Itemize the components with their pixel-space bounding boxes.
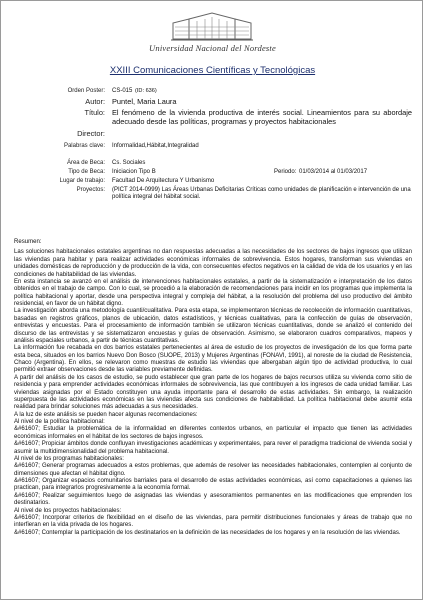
orden-poster-value: CS-015 [112, 88, 133, 94]
abstract-subheading: Al nivel de los programas habitacionales: [14, 455, 124, 462]
title-value: El fenómeno de la vivienda productiva de interés social. Lineamientos para su abordaje adecuado desde las políticas, programas y proyectos habitacionales [112, 108, 412, 127]
abstract-body [14, 239, 412, 537]
period-value: 01/03/2014 al 01/03/2017 [299, 169, 368, 175]
abstract-bullet: &#61607; Generar programas adecuados a estos problemas, que además de resolver las necesidades habitacionales, contemplen al conjunto de dimensiones que afectan el hábitat digno. [14, 463, 412, 477]
conference-title: XXIII Comunicaciones Científicas y Tecnológicas [109, 65, 316, 76]
abstract-bullet: &#61607; Incorporar criterios de flexibilidad en el diseño de las viviendas, para permitir distribuciones funcionales y áreas de trabajo que no interfieran en la vida privada de los hogares. [14, 514, 412, 529]
abstract-bullet: &#61607; Estudiar la problemática de la informalidad en diferentes contextos urbanos, en particular el impacto que tienen las actividades económicas informales en el hábitat de los sectores de bajos ingresos. [14, 426, 412, 440]
keywords-label: Palabras clave: [63, 143, 105, 149]
abstract-subheading: Al nivel de los proyectos habitacionales: [14, 507, 122, 514]
abstract-paragraph: En esta instancia se avanzó en el análisis de intervenciones habitacionales estatales, a partir de la sistematización e interpretación de los datos obtenidos en el trabajo de campo. Con lo cual, se procedió a la elaboración de recomendaciones para incidir en los programas que implementa la política habitacional y aportar, desde una perspectiva integral y compleja del hábitat, a la resolución del problema del uso productivo del ámbito residencial, en favor de un hábitat digno. [14, 278, 412, 307]
abstract-paragraph: La información fue recabada en dos barrios estatales pertenecientes al área de estudio de los proyectos de investigación de los que forma parte esta beca, situados en los barrios Nuevo Don Bosco (SUOPE, 2013) y Mujeres Argentinas (FONAVI, 1991), al noreste de la ciudad de Resistencia, Chaco (Argentina). En ellos, se relevaron como muestras de estudio las viviendas que albergaban algún tipo de actividad productiva, lo cual permitió extraer observaciones desde las variables previamente definidas. [14, 345, 412, 374]
orden-poster-label: Orden Poster: [67, 88, 105, 94]
abstract-bullet: &#61607; Organizar espacios comunitarios barriales para el desarrollo de estas actividades económicas, así como capacitaciones a quienes las practican, para integrarlos progresivamente a la economía formal. [14, 478, 412, 492]
abstract-paragraph: Las soluciones habitacionales estatales argentinas no dan respuestas adecuadas a las necesidades de los sectores de bajos ingresos que utilizan las viviendas para habitar y para realizar actividades económicas informales de sobrevivencia. Estos hogares, transforman sus viviendas en unidades domésticas de reproducción y de producción de la vida, con consecuentes efectos negativos en la calidad de vida de los usuarios y en las condiciones de habitabilidad de las viviendas. [14, 249, 412, 278]
abstract-paragraph: La investigación aborda una metodología cuanti/cualitativa. Para esta etapa, se implementaron técnicas de recolección de información cuantitativas, basadas en registros gráficos, planos de ubicación, datos estadísticos, y técnicas cualitativas, para la confección de guías de observación, entrevistas y encuestas. Para el procesamiento de información también se utilizaron técnicas cuantitativas, donde se analizó el contenido del discurso de las entrevistas y se sistematizaron encuestas y guías de observación. Asimismo, se elaboraron cuadros comparativos, mapeos y análisis espaciales urbanos, a partir de técnicas cuantitativas. [14, 308, 412, 344]
author-value: Puntel, Maria Laura [112, 97, 177, 106]
university-logo [169, 9, 255, 43]
workplace-value: Facultad De Arquitectura Y Urbanismo [112, 178, 215, 184]
director-label: Director: [77, 129, 105, 138]
abstract-bullet: &#61607; Propiciar ámbitos donde confluyan investigaciones académicas y experimentales, para rever el paradigma tradicional de vivienda social y asumir la multidimensionalidad del problema habitacional. [14, 441, 412, 455]
title-label: Título: [84, 108, 105, 117]
projects-value: (PICT 2014-0999) Las Áreas Urbanas Deficitarias Críticas como unidades de planificación e intervención de una política integral del hábitat social. [112, 187, 411, 200]
workplace-label: Lugar de trabajo: [59, 178, 105, 184]
scholarship-type-value: Iniciacion Tipo B [112, 169, 156, 175]
orden-poster-id: (ID: 636) [135, 88, 157, 94]
abstract-paragraph: A la luz de este análisis se pueden hacer algunas recomendaciones: [14, 411, 198, 418]
projects-label: Proyectos: [76, 187, 105, 193]
area-label: Área de Beca: [66, 160, 105, 166]
abstract-subheading: Al nivel de la política habitacional: [14, 419, 105, 425]
author-label: Autor: [85, 97, 105, 106]
abstract-bullet: &#61607; Contemplar la participación de los destinatarios en la definición de las necesidades de los hogares y en la resolución de las viviendas. [14, 529, 401, 536]
keywords-value: Informalidad,Hábitat,Integralidad [112, 143, 199, 149]
period-label: Periodo: [274, 169, 297, 175]
area-value: Cs. Sociales [112, 160, 146, 166]
abstract-label: Resumen: [14, 239, 42, 245]
scholarship-type-label: Tipo de Beca: [68, 169, 105, 175]
abstract-paragraph: A partir del análisis de los casos de estudio, se pudo establecer que gran parte de los hogares de bajos recursos utiliza su vivienda como sitio de residencia y para emprender actividades económicas informales de sobrevivencia, las que contribuyen a los ingresos de cada unidad familiar. Las viviendas asignadas por el Estado constituyen una ayuda importante para el desarrollo de estas actividades. Sin embargo, la realización superpuesta de las actividades económicas en las viviendas afecta sus condiciones de habitabilidad. La política habitacional debe asumir esta realidad para brindar soluciones más adecuadas a sus necesidades. [14, 374, 412, 411]
abstract-bullet: &#61607; Realizar seguimientos luego de asignadas las viviendas y asesoramientos permanentes en las modificaciones que emprenden los destinatarios. [14, 492, 412, 507]
university-name: Universidad Nacional del Nordeste [149, 43, 276, 53]
